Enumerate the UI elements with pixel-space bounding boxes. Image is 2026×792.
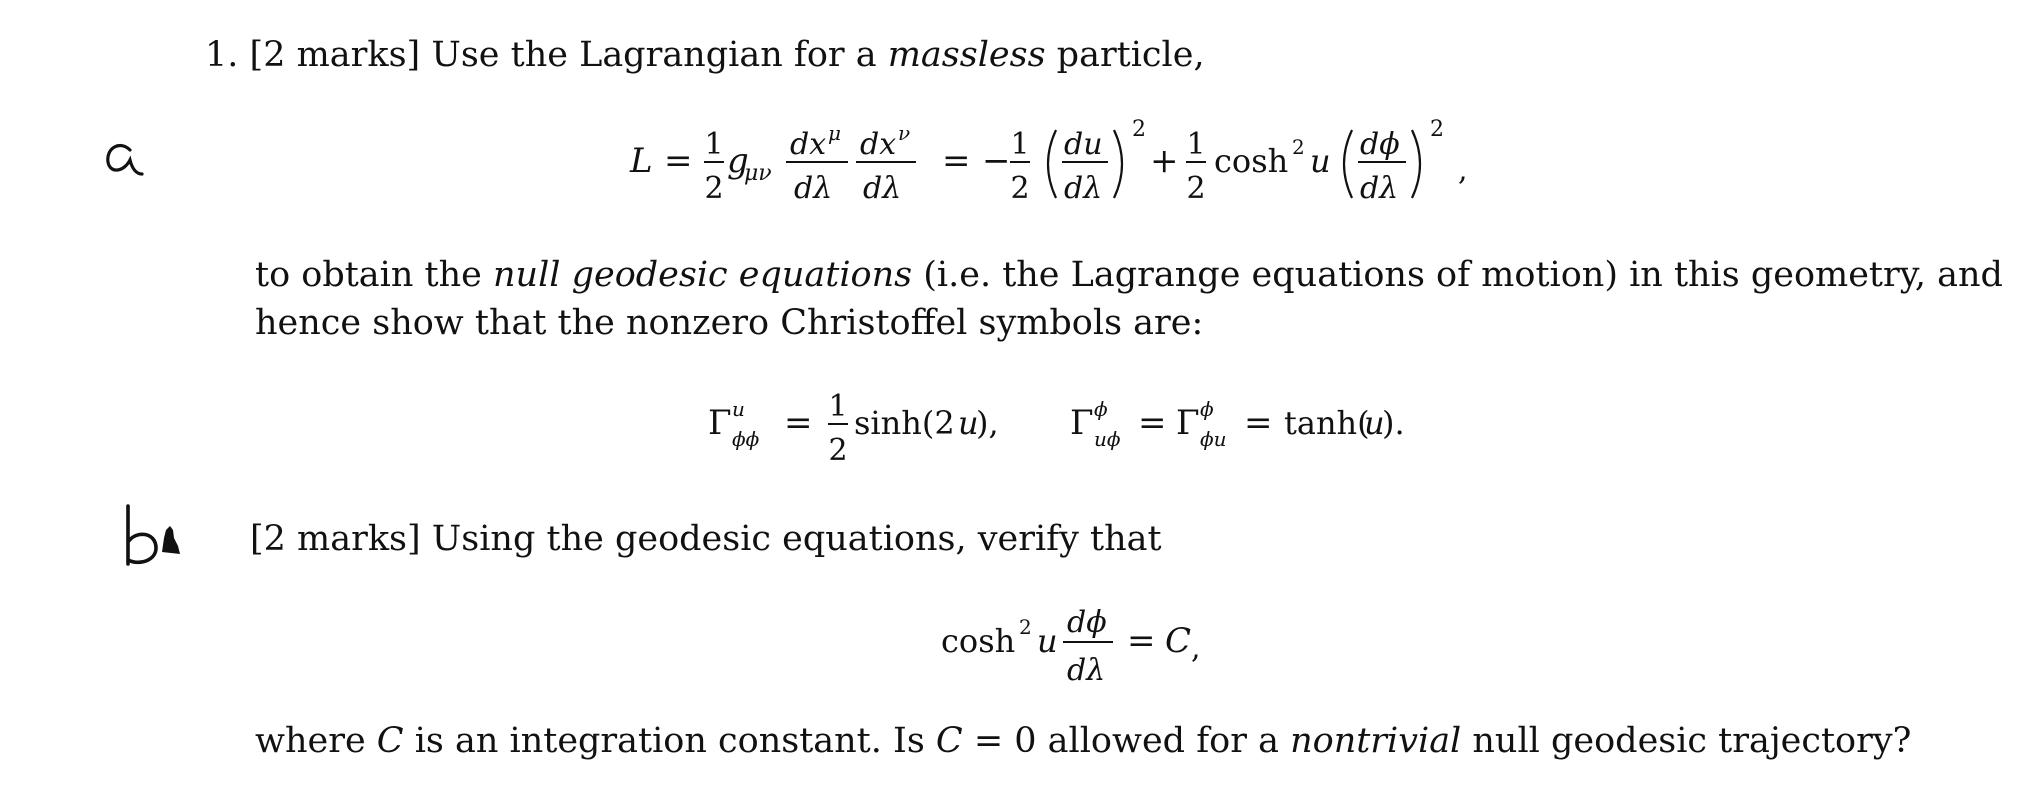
part-a-intro-end: particle,	[1045, 35, 1205, 75]
frac-half2-den: 2	[1010, 171, 1030, 206]
tanh-text: tanh(	[1284, 404, 1370, 442]
cosh-u-2: u	[1037, 622, 1058, 660]
gamma-3-sup: ϕ	[1200, 397, 1214, 421]
cosh-text: cosh	[1214, 142, 1289, 180]
part-a-intro-text: [2 marks] Use the Lagrangian for a	[249, 35, 888, 75]
tanh-close: ).	[1382, 404, 1405, 442]
final-text-1: where	[255, 721, 377, 761]
paren-open-1	[1048, 130, 1056, 198]
question-number: 1.	[205, 35, 239, 75]
final-text-2: is an integration constant. Is	[403, 721, 936, 761]
part-b-final-line	[255, 722, 1911, 761]
gamma-2-sub: uϕ	[1094, 427, 1121, 451]
plus-sign: +	[1150, 141, 1179, 181]
lagrangian-equation	[620, 110, 1520, 230]
frac-dxmu-den: dλ	[794, 171, 833, 206]
gamma-3-sub: ϕu	[1200, 427, 1227, 451]
square-2: 2	[1430, 117, 1444, 142]
trailing-comma: ,	[1458, 153, 1468, 188]
gamma-1-sup: u	[732, 397, 745, 421]
final-text-4: null geodesic trajectory?	[1461, 721, 1912, 761]
handwritten-b-marker	[118, 500, 184, 572]
frac-du-num: du	[1064, 127, 1103, 162]
frac-half-num: 1	[704, 127, 724, 162]
metric-g: g	[727, 141, 749, 181]
para1-start: to obtain the	[255, 255, 493, 295]
square-1: 2	[1132, 117, 1146, 142]
handwritten-a-marker	[100, 130, 150, 185]
frac-dxnu-num: dx	[860, 127, 897, 162]
frac-dxmu-sup: μ	[828, 121, 841, 145]
minus-sign: −	[982, 141, 1011, 181]
gamma-2: Γ	[1070, 403, 1094, 443]
question-1-intro	[205, 36, 1205, 75]
tanh-u: u	[1364, 404, 1385, 442]
frac-half4-den: 2	[828, 433, 848, 468]
frac-dphi2-num: dϕ	[1067, 605, 1107, 640]
para1-emphasis: null geodesic equations	[492, 255, 913, 295]
eq-equals: =	[664, 141, 693, 181]
frac-half3-num: 1	[1186, 127, 1206, 162]
final-C-1: C	[376, 721, 404, 761]
paren-open-2	[1344, 130, 1352, 198]
part-b-intro-text: [2 marks] Using the geodesic equations, verify that	[250, 519, 1162, 559]
eq-equals-4: =	[1138, 403, 1167, 443]
para2-text: hence show that the nonzero Christoffel symbols are:	[255, 303, 1204, 343]
final-text-3: = 0 allowed for a	[962, 721, 1291, 761]
eq-equals-3: =	[784, 403, 813, 443]
sinh-close: ),	[976, 404, 999, 442]
part-a-para-line-2	[255, 304, 1203, 343]
cosh-square-2: 2	[1019, 615, 1032, 639]
frac-half3-den: 2	[1186, 171, 1206, 206]
christoffel-equation	[700, 372, 1460, 482]
eq-L: L	[630, 141, 653, 181]
cosh-u: u	[1310, 142, 1331, 180]
final-C-2: C	[935, 721, 963, 761]
conserved-quantity-equation	[935, 590, 1255, 700]
frac-half-den: 2	[704, 171, 724, 206]
frac-dxnu-den: dλ	[863, 171, 902, 206]
cosh-text-2: cosh	[941, 622, 1016, 660]
part-b-intro	[250, 520, 1162, 559]
gamma-1-sub: ϕϕ	[732, 427, 760, 451]
frac-half4-num: 1	[828, 389, 848, 424]
frac-dphi2-den: dλ	[1067, 653, 1106, 688]
paren-close-2	[1412, 130, 1420, 198]
eq-equals-6: =	[1127, 621, 1156, 661]
frac-dphi-den: dλ	[1360, 171, 1399, 206]
frac-dxnu-sup: ν	[898, 121, 911, 145]
part-a-intro-emphasis: massless	[887, 35, 1046, 75]
metric-g-sub: μν	[744, 161, 772, 186]
eq-equals-5: =	[1244, 403, 1273, 443]
constant-C: C	[1165, 621, 1192, 661]
gamma-2-sup: ϕ	[1094, 397, 1108, 421]
gamma-1: Γ	[708, 403, 732, 443]
frac-half2-num: 1	[1010, 127, 1030, 162]
part-a-para-line-1	[255, 256, 2003, 295]
frac-dphi-num: dϕ	[1360, 127, 1400, 162]
eq-equals-2: =	[942, 141, 971, 181]
sinh-u: u	[958, 404, 979, 442]
frac-dxmu-num: dx	[790, 127, 827, 162]
paren-close-1	[1114, 130, 1122, 198]
cosh-square: 2	[1292, 135, 1305, 159]
sinh-text: sinh(2	[854, 404, 955, 442]
frac-du-den: dλ	[1064, 171, 1103, 206]
gamma-3: Γ	[1176, 403, 1200, 443]
trailing-comma-2: ,	[1191, 631, 1201, 666]
para1-end: (i.e. the Lagrange equations of motion) in this geometry, and	[912, 255, 2003, 295]
final-emphasis: nontrivial	[1290, 721, 1462, 761]
